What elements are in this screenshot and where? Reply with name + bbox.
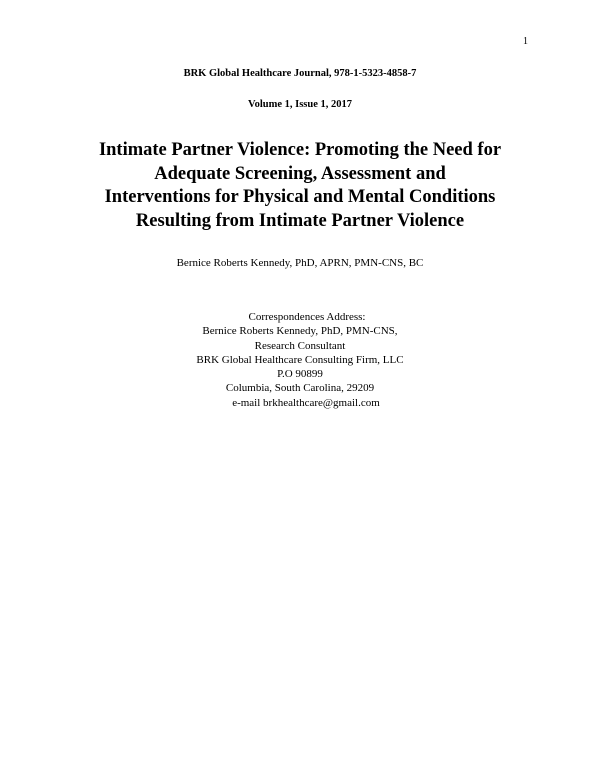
title-line: Resulting from Intimate Partner Violence (135, 210, 465, 231)
journal-info: BRK Global Healthcare Journal, 978-1-5323-4858-7 (183, 68, 417, 79)
author-line: Bernice Roberts Kennedy, PhD, APRN, PMN-CNS, BC (176, 257, 424, 269)
title-line: Adequate Screening, Assessment and (154, 163, 446, 184)
address-email: e-mail brkhealthcare@gmail.com (232, 396, 380, 409)
address-po-box: P.O 90899 (277, 368, 323, 381)
address-heading: Correspondences Address: (248, 311, 366, 323)
address-city: Columbia, South Carolina, 29209 (225, 382, 375, 395)
address-name: Bernice Roberts Kennedy, PhD, PMN-CNS, (202, 325, 398, 338)
title-line: Interventions for Physical and Mental Conditions (104, 187, 496, 207)
page-number: 1 (523, 36, 528, 47)
volume-info: Volume 1, Issue 1, 2017 (247, 99, 353, 110)
address-firm: BRK Global Healthcare Consulting Firm, LLC (196, 353, 404, 366)
address-role: Research Consultant (254, 339, 346, 352)
paper-title (0, 139, 600, 233)
correspondence-address (0, 310, 600, 410)
title-line: Intimate Partner Violence: Promoting the Need for (98, 140, 502, 160)
